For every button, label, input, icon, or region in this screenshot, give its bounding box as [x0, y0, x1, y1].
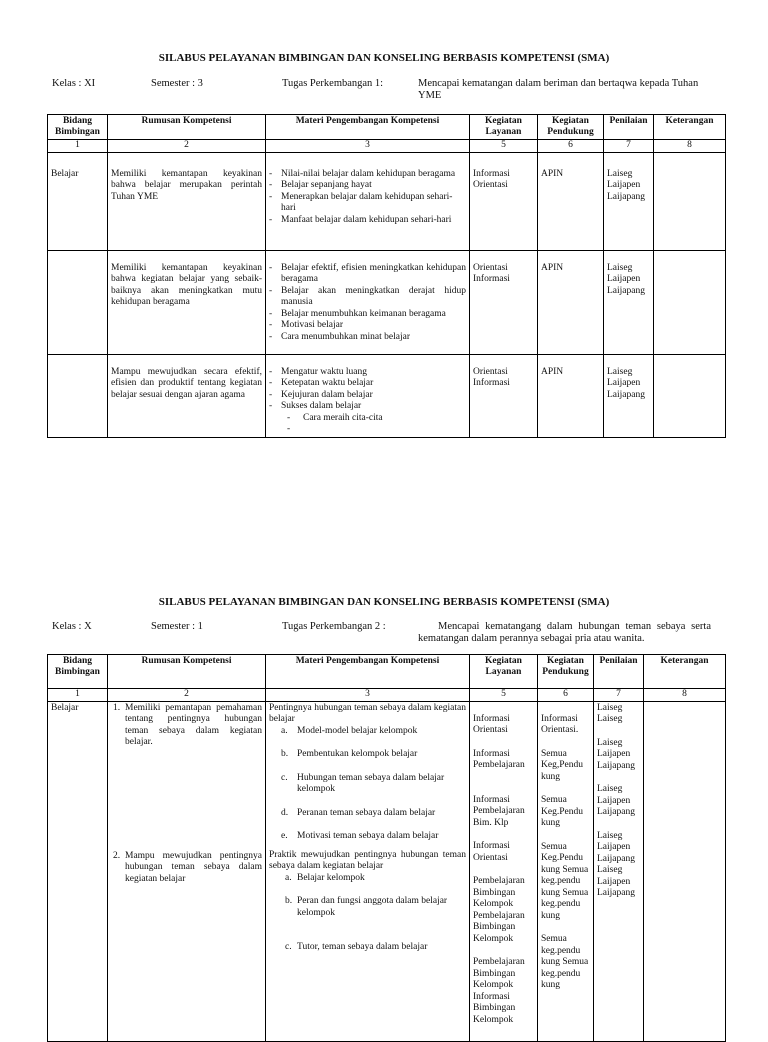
- pendukung-item: Informasi Orientasi.: [541, 713, 579, 735]
- header-layanan: Kegiatan Layanan: [470, 115, 538, 140]
- column-number: 5: [470, 689, 538, 702]
- header-kompetensi: Rumusan Kompetensi: [108, 115, 266, 140]
- penilaian-item: Laiseg Laiseg: [597, 702, 623, 724]
- header-penilaian: Penilaian: [604, 115, 654, 140]
- column-number: 2: [108, 689, 266, 702]
- penilaian-item: Laijapang: [607, 389, 645, 400]
- penilaian-item: Laiseg Laijapen Laijapang: [597, 737, 635, 771]
- penilaian-item: Laiseg: [607, 168, 633, 179]
- table-row: [48, 250, 726, 354]
- header-layanan: Kegiatan Layanan: [470, 655, 538, 689]
- layanan-item: Informasi: [473, 274, 510, 284]
- column-number: 6: [538, 140, 604, 153]
- layanan-item: Informasi Pembelajaran Bim. Klp: [473, 794, 525, 828]
- materi-item: - Belajar sepanjang hayat: [269, 180, 466, 192]
- layanan-item: Orientasi: [473, 366, 508, 377]
- kompetensi-item: 1. Memiliki pemantapan pemahaman tentang pentingnya hubungan teman sebaya dalam kegiatan belajar.: [113, 702, 262, 747]
- header-kompetensi: Rumusan Kompetensi: [108, 655, 266, 689]
- column-number: 3: [266, 689, 470, 702]
- kelas-label-1: Kelas : XI: [52, 78, 96, 89]
- column-number: 1: [48, 140, 108, 153]
- table-row: [48, 354, 726, 437]
- penilaian-item: Laijapang: [607, 191, 645, 202]
- penilaian-item: Laiseg Laijapen Laijapang Laiseg Laijapen Laijapang: [597, 830, 635, 898]
- pendukung-cell: APIN: [538, 250, 604, 354]
- materi-item: b. Pembentukan kelompok belajar: [281, 749, 418, 759]
- bidang-cell: Belajar: [48, 152, 108, 250]
- keterangan-cell: [654, 250, 726, 354]
- penilaian-item: Laiseg: [607, 262, 633, 273]
- layanan-item: Pembelajaran Bimbingan Kelompok Pembelajaran Bimbingan Kelompok: [473, 876, 525, 944]
- column-number: 2: [108, 140, 266, 153]
- materi-item: - Nilai-nilai belajar dalam kehidupan beragama: [269, 169, 466, 181]
- penilaian-item: Laiseg Laijapen Laijapang: [597, 784, 635, 817]
- pendukung-item: Semua Keg.Pendu kung Semua keg.pendu kung Semua keg.pendu kung: [541, 841, 589, 921]
- column-number: 7: [604, 140, 654, 153]
- pendukung-cell: APIN: [538, 152, 604, 250]
- layanan-item: Informasi Orientasi: [473, 713, 510, 735]
- materi-item: - Belajar menumbuhkan keimanan beragama: [269, 309, 466, 321]
- materi-item: d. Peranan teman sebaya dalam belajar: [281, 807, 436, 818]
- page-title-2: SILABUS PELAYANAN BIMBINGAN DAN KONSELING BERBASIS KOMPETENSI (SMA): [158, 596, 610, 608]
- materi-item: e. Motivasi teman sebaya dalam belajar: [281, 831, 439, 841]
- tugas-label-1: Tugas Perkembangan 1:: [282, 78, 384, 89]
- header-pendukung: Kegiatan Pendukung: [538, 655, 594, 689]
- header-bidang: Bidang Bimbingan: [48, 115, 108, 140]
- layanan-item: Informasi: [473, 168, 510, 179]
- column-number: 8: [654, 140, 726, 153]
- penilaian-item: Laijapen: [607, 274, 641, 284]
- syllabus-table-2: [47, 654, 726, 1042]
- penilaian-item: Laijapen: [607, 378, 641, 388]
- semester-label-2: Semester : 1: [151, 621, 203, 632]
- header-keterangan: Keterangan: [654, 115, 726, 140]
- materi-item: - Kejujuran dalam belajar: [269, 390, 466, 402]
- materi-item: - Sukses dalam belajar: [269, 401, 466, 413]
- penilaian-item: Laijapen: [607, 180, 641, 190]
- header-pendukung: Kegiatan Pendukung: [538, 115, 604, 140]
- page-title-1: SILABUS PELAYANAN BIMBINGAN DAN KONSELING BERBASIS KOMPETENSI (SMA): [158, 52, 610, 64]
- materi-item: - Motivasi belajar: [269, 320, 466, 332]
- materi-intro: Praktik mewujudkan pentingnya hubungan teman sebaya dalam kegiatan belajar: [269, 849, 466, 871]
- header-materi: Materi Pengembangan Kompetensi: [266, 655, 470, 689]
- materi-subitem: - Cara meraih cita-cita: [269, 413, 466, 425]
- kompetensi-cell: Mampu mewujudkan secara efektif, efisien dan produktif tentang kegiatan belajar sesuai dengan ajaran agama: [111, 366, 262, 400]
- bidang-cell: Belajar: [48, 701, 108, 1041]
- bidang-cell: [48, 354, 108, 437]
- materi-item: - Cara menumbuhkan minat belajar: [269, 332, 466, 344]
- tugas-description-1: Mencapai kematangan dalam beriman dan bertaqwa kepada Tuhan YME: [418, 78, 699, 101]
- table-row: [48, 152, 726, 250]
- materi-item: - Mengatur waktu luang: [269, 367, 466, 379]
- layanan-item: Informasi Pembelajaran: [473, 748, 525, 770]
- pendukung-cell: APIN: [538, 354, 604, 437]
- pendukung-item: Semua Keg,Pendu kung: [541, 748, 583, 782]
- keterangan-cell: [644, 701, 726, 1041]
- tugas-label-2: Tugas Perkembangan 2 :: [282, 621, 386, 632]
- materi-item: - Menerapkan belajar dalam kehidupan sehari-hari: [269, 192, 466, 215]
- layanan-item: Pembelajaran Bimbingan Kelompok Informasi Bimbingan Kelompok: [473, 957, 525, 1025]
- header-bidang: Bidang Bimbingan: [48, 655, 108, 689]
- materi-intro: Pentingnya hubungan teman sebaya dalam kegiatan belajar: [269, 702, 466, 724]
- bidang-cell: [48, 250, 108, 354]
- materi-item: c. Tutor, teman sebaya dalam belajar: [285, 942, 428, 952]
- layanan-item: Orientasi: [473, 180, 508, 190]
- keterangan-cell: [654, 354, 726, 437]
- materi-item: - Belajar akan meningkatkan derajat hidup manusia: [269, 286, 466, 309]
- materi-item: - Manfaat belajar dalam kehidupan sehari-hari: [269, 215, 466, 227]
- column-number: 8: [644, 689, 726, 702]
- column-number: 1: [48, 689, 108, 702]
- kelas-label-2: Kelas : X: [52, 621, 92, 632]
- semester-label-1: Semester : 3: [151, 78, 203, 89]
- penilaian-item: Laijapang: [607, 285, 645, 296]
- syllabus-table-1: [47, 114, 726, 438]
- materi-item: a. Model-model belajar kelompok: [281, 725, 418, 736]
- column-number: 7: [594, 689, 644, 702]
- penilaian-item: Laiseg: [607, 366, 633, 377]
- layanan-item: Informasi: [473, 378, 510, 388]
- tugas-description-2: Mencapai kematangang dalam hubungan teman sebaya serta kematangan dalam perannya sebagai pria atau wanita.: [418, 621, 711, 644]
- header-penilaian: Penilaian: [594, 655, 644, 689]
- materi-item: - Belajar efektif, efisien meningkatkan kehidupan beragama: [269, 263, 466, 286]
- column-number: 3: [266, 140, 470, 153]
- kompetensi-cell: Memiliki kemantapan keyakinan bahwa belajar merupakan perintah Tuhan YME: [111, 168, 262, 202]
- pendukung-item: Semua Keg.Pendu kung: [541, 795, 583, 828]
- kompetensi-item: 2. Mampu mewujudkan pentingnya hubungan teman sebaya dalam kegiatan belajar: [113, 850, 262, 884]
- column-number: 5: [470, 140, 538, 153]
- materi-item: b. Peran dan fungsi anggota dalam belajar kelompok: [285, 896, 448, 918]
- table-row: [48, 701, 726, 1041]
- materi-item: a. Belajar kelompok: [285, 872, 365, 883]
- materi-item: - Ketepatan waktu belajar: [269, 378, 466, 390]
- materi-item: c. Hubungan teman sebaya dalam belajar kelompok: [281, 772, 445, 794]
- materi-subitem: [269, 424, 466, 436]
- keterangan-cell: [654, 152, 726, 250]
- header-materi: Materi Pengembangan Kompetensi: [266, 115, 470, 140]
- pendukung-item: Semua keg.pendu kung Semua keg.pendu kung: [541, 934, 589, 990]
- layanan-item: Informasi Orientasi: [473, 841, 510, 863]
- column-number: 6: [538, 689, 594, 702]
- header-keterangan: Keterangan: [644, 655, 726, 689]
- kompetensi-cell: Memiliki kemantapan keyakinan bahwa kegiatan belajar yang sebaik-baiknya akan meningkatkan mutu kehidupan beragama: [111, 262, 262, 307]
- layanan-item: Orientasi: [473, 262, 508, 273]
